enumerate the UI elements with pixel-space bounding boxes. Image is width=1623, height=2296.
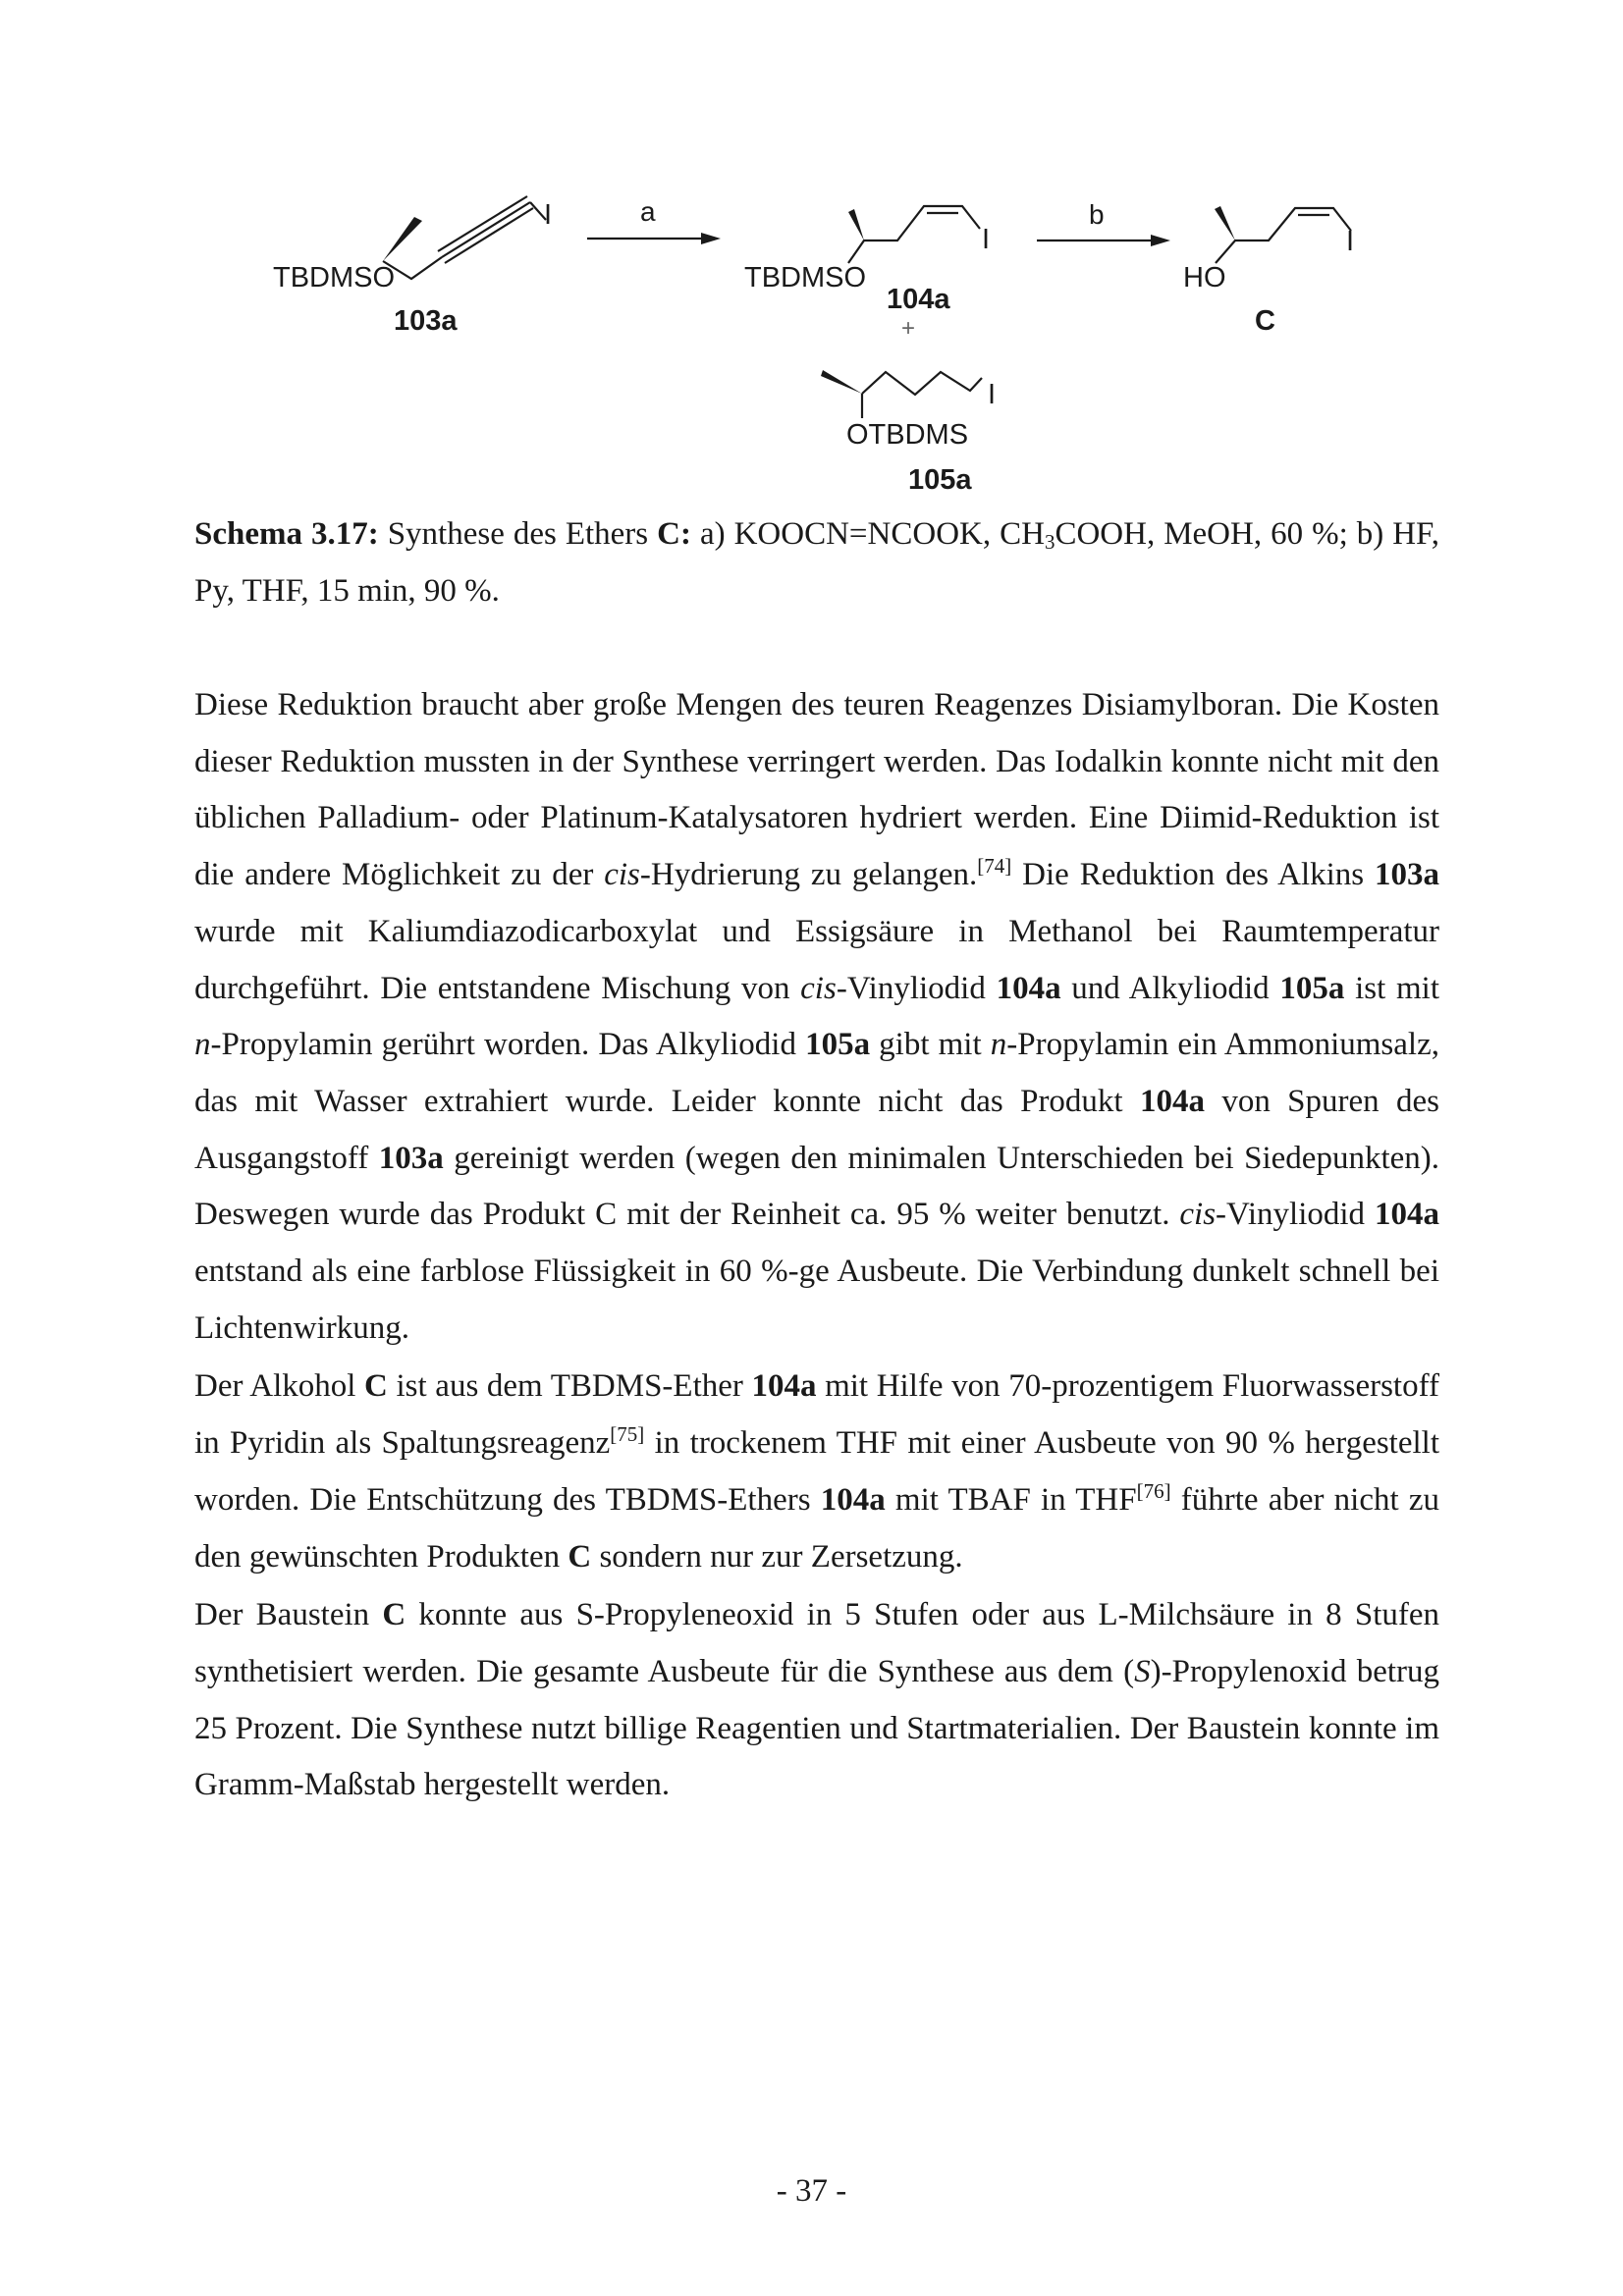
citation-ref: [76] [1136, 1478, 1171, 1503]
paragraph-3: Der Baustein C konnte aus S-Propyleneoxid in 5 Stufen oder aus L-Milchsäure in 8 Stufen synthetisiert werden. Die gesamte Ausbeute für die Synthese aus dem (S)-Propylenoxid betrug 25 Prozent. Die Synthese nutzt billige Reagentien und Startmaterialien. Der Baustein konnte im Gramm-Maßstab hergestellt werden. [194, 1597, 1439, 1803]
atom-label-tbdmso: TBDMSO [273, 262, 396, 294]
arrow-head [1151, 235, 1170, 246]
atom-label-iodine: I [1346, 226, 1355, 257]
paragraph-2: Der Alkohol C ist aus dem TBDMS-Ether 104a mit Hilfe von 70-prozentigem Fluorwasserstoff in Pyridin als Spaltungsreagenz[75] in trockenem THF mit einer Ausbeute von 90 % hergestellt worden. Die Entschützung des TBDMS-Ethers 104a mit TBAF in THF[76] führte aber nicht zu den gewünschten Produkten C sondern nur zur Zersetzung. [194, 1368, 1440, 1575]
reaction-arrow-b [1037, 199, 1170, 246]
atom-label-iodine: I [544, 199, 553, 231]
structure-c [1183, 206, 1354, 337]
structure-103a [273, 196, 552, 337]
reaction-step-label-b: b [1089, 199, 1105, 230]
compound-number-c: C [1255, 305, 1275, 337]
triple-bond-line [445, 208, 533, 263]
citation-ref: [74] [977, 854, 1012, 879]
wedge-bond [821, 370, 862, 394]
structure-104a [744, 206, 990, 315]
triple-bond-line [442, 202, 530, 257]
reaction-scheme [0, 0, 1623, 510]
compound-number-103a: 103a [394, 305, 458, 337]
citation-ref: [75] [610, 1422, 645, 1447]
caption-label: Schema 3.17: [194, 516, 379, 552]
body-text [194, 677, 1439, 1814]
wedge-bond [1215, 206, 1235, 240]
compound-number-105a: 105a [908, 464, 972, 496]
triple-bond-line [438, 196, 527, 251]
paragraph-1: Diese Reduktion braucht aber große Mengen des teuren Reagenzes Disiamylboran. Die Kosten dieser Reduktion mussten in der Synthese verringert werden. Das Iodalkin konnte nicht mit den üblichen Palladium- oder Platinum-Katalysatoren hydriert werden. Eine Diimid-Reduktion ist die andere Möglichkeit zu der cis-Hydrierung zu gelangen.[74] Die Reduktion des Alkins 103a wurde mit Kaliumdiazodicarboxylat und Essigsäure in Methanol bei Raumtemperatur durchgeführt. Die entstandene Mischung von cis-Vinyliodid 104a und Alkyliodid 105a ist mit n-Propylamin gerührt worden. Das Alkyliodid 105a gibt mit n-Propylamin ein Ammoniumsalz, das mit Wasser extrahiert wurde. Leider konnte nicht das Produkt 104a von Spuren des Ausgangstoff 103a gereinigt werden (wegen den minimalen Unterschieden bei Siedepunkten). Deswegen wurde das Produkt C mit der Reinheit ca. 95 % weiter benutzt. cis-Vinyliodid 104a entstand als eine farblose Flüssigkeit in 60 %-ge Ausbeute. Die Verbindung dunkelt schnell bei Lichtenwirkung. [194, 687, 1440, 1346]
page-number: - 37 - [776, 2173, 847, 2209]
scheme-caption: Schema 3.17: Synthese des Ethers C: a) KOOCN=NCOOK, $CH_3COOH$, MeOH, 60 %; b) HF, Py, THF, 15 min, 90 %. [194, 516, 1439, 609]
structure-105a [821, 370, 996, 496]
atom-label-iodine: I [988, 379, 997, 410]
atom-label-otbdms: OTBDMS [846, 419, 969, 451]
arrow-head [701, 233, 721, 244]
carbon-chain [862, 372, 982, 395]
carbon-chain [848, 206, 980, 263]
atom-label-tbdmso: TBDMSO [744, 262, 867, 294]
wedge-bond [848, 209, 864, 240]
compound-number-104a: 104a [887, 284, 950, 315]
plus-sign: + [901, 315, 916, 342]
atom-label-iodine: I [982, 224, 991, 255]
wedge-bond [383, 217, 422, 261]
carbon-chain [1216, 208, 1351, 263]
atom-label-ho: HO [1183, 262, 1226, 294]
reaction-step-label-a: a [640, 196, 656, 227]
reaction-arrow-a [587, 196, 721, 244]
